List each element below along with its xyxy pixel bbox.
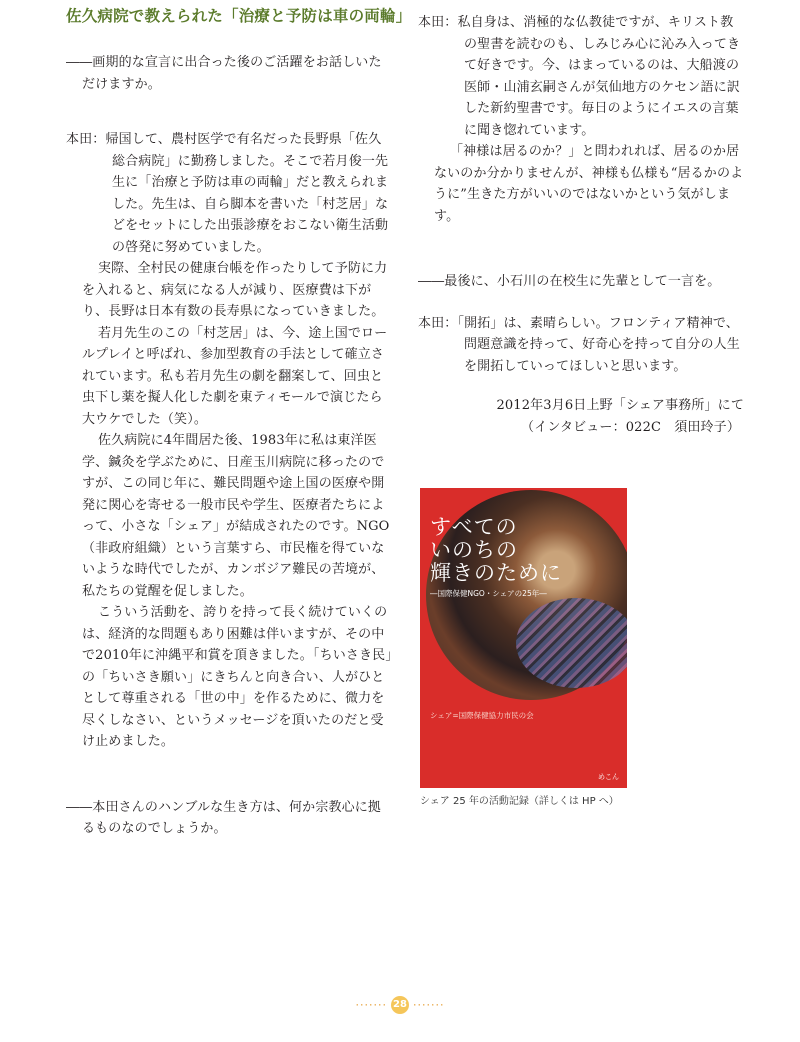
answer-1 — [66, 129, 392, 258]
page-number — [0, 996, 800, 1014]
page-number-value: 28 — [391, 996, 409, 1014]
article-heading: 佐久病院で教えられた「治療と予防は車の両輪」 — [66, 7, 412, 25]
left-column — [66, 52, 392, 840]
question-2: ――本田さんのハンブルな生き方は、何か宗教心に拠るものなのでしょうか。 — [66, 799, 382, 836]
cover-sling — [516, 598, 627, 688]
book-title-line: 輝きのために — [430, 561, 562, 585]
paragraph-3: 若月先生のこの「村芝居」は、今、途上国でロールプレイと呼ばれ、参加型教育の手法として確立されています。私も若月先生の劇を翻案して、回虫と虫下し薬を擬人化した劇を東ティモールで演じたら大ウケでした（笑）。 — [82, 325, 388, 427]
answer-2-text: 私自身は、消極的な仏教徒ですが、キリスト教の聖書を読むのも、しみじみ心に沁み入ってきて好きです。今、はまっているのは、大船渡の医師・山浦玄嗣さんが気仙地方のケセン語に訳した新約聖書です。毎日のようにイエスの言葉に聞き惚れています。 — [457, 15, 741, 138]
book-cover-image — [420, 488, 627, 788]
dots-left-icon: ······· — [355, 998, 387, 1012]
dots-right-icon: ······· — [413, 998, 445, 1012]
right-column — [418, 12, 744, 438]
interview-date: 2012年3月6日上野「シェア事務所」にて — [496, 398, 744, 413]
speaker-label: 本田： — [418, 315, 458, 331]
speaker-label: 本田： — [66, 132, 106, 147]
book-title — [430, 516, 562, 585]
answer-3 — [418, 313, 744, 378]
book-publisher: めこん — [598, 773, 619, 781]
speaker-label: 本田： — [418, 15, 458, 30]
book-title-line: いのちの — [430, 538, 518, 562]
book-title-line: すべての — [430, 515, 518, 539]
question-1: ――画期的な宣言に出合った後のご活躍をお話しいただけますか。 — [66, 55, 382, 92]
paragraph-5: こういう活動を、誇りを持って長く続けていくのは、経済的な問題もあり困難は伴いますが、その中で2010年に沖縄平和賞を頂きました。「ちいさき民」の「ちいさき願い」にきちんと向き合い、人がひととして尊重される「世の中」を作るために、微力を尽くしなさい、というメッセージを頂いたのだと受け止めました。 — [82, 605, 392, 749]
book-author: シェア=国際保健協力市民の会 — [430, 711, 534, 720]
answer-1-text: 帰国して、農村医学で有名だった長野県「佐久総合病院」に勤務しました。そこで若月俊一先生に「治療と予防は車の両輪」だと教えられました。先生は、自ら脚本を書いた「村芝居」などをセットにした出張診療をおこない衛生活動の啓発に努めていました。 — [105, 132, 389, 255]
book-subtitle: ―国際保健NGO・シェアの25年― — [430, 589, 547, 598]
paragraph-2: 実際、全村民の健康台帳を作ったりして予防に力を入れると、病気になる人が減り、医療費は下がり、長野は日本有数の長寿県になっていきました。 — [82, 261, 388, 319]
paragraph-4: 佐久病院に4年間居た後、1983年に私は東洋医学、鍼灸を学ぶために、日産玉川病院に移ったのですが、この同じ年に、難民問題や途上国の医療や開発に関心を寄せる一般市民や学生、医療者たちによって、小さな「シェア」が結成されたのです。NGO（非政府組織）という言葉すら、市民権を得ていないような時代でしたが、カンボジア難民の苦境が、私たちの覚醒を促しました。 — [82, 433, 390, 599]
answer-3-text: 「開拓」は、素晴らしい。フロンティア精神で、問題意識を持って、好奇心を持って自分の人生を開拓していってほしいと思います。 — [457, 315, 740, 374]
book-caption: シェア 25 年の活動記録（詳しくは HP へ） — [420, 796, 619, 807]
question-3: ――最後に、小石川の在校生に先輩として一言を。 — [418, 274, 721, 289]
interviewer-credit: （インタビュー：022C 須田玲子） — [521, 419, 740, 435]
answer-2 — [418, 12, 744, 141]
paragraph-god: 「神様は居るのか？」と問われれば、居るのか居ないのか分かりませんが、神様も仏様も“居るかのように”生きた方がいいのではないかという気がします。 — [434, 144, 744, 224]
